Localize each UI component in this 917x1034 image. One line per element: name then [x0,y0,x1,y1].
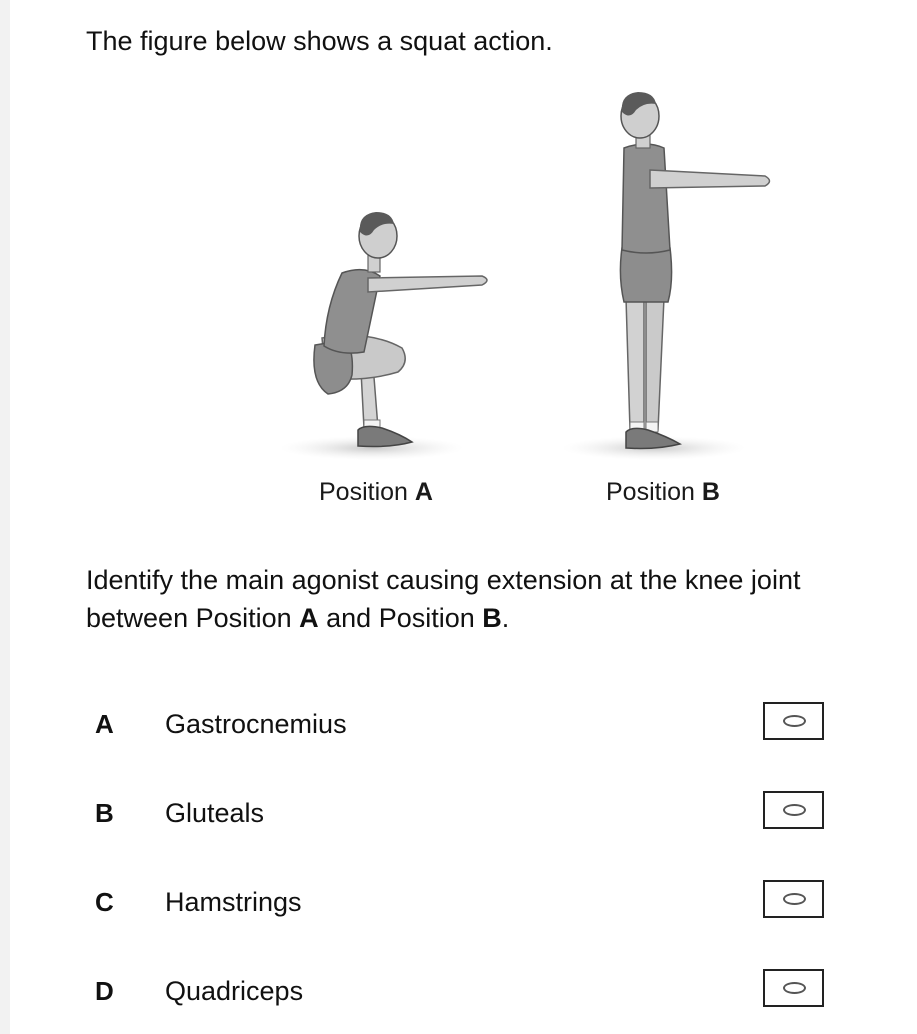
question-part1: Identify the main agonist causing extension at the knee joint between Position [86,565,801,633]
option-text: Quadriceps [165,976,304,1006]
oval-radio-icon [783,804,806,816]
question-part3: . [501,603,510,633]
option-letter: D [95,976,114,1006]
option-text: Gastrocnemius [165,709,347,739]
position-b-caption [606,477,720,507]
option-row-d [0,967,917,1017]
question-letter-a: A [299,603,319,633]
question-part2: and Position [318,603,483,633]
option-row-a [0,700,917,750]
answer-box-a[interactable] [763,702,824,740]
position-b-prefix: Position [606,478,702,506]
option-letter: A [95,709,114,739]
answer-box-c[interactable] [763,880,824,918]
option-letter: B [95,798,114,828]
oval-radio-icon [783,715,806,727]
answer-box-d[interactable] [763,969,824,1007]
position-a-caption [319,477,433,507]
intro-text: The figure below shows a squat action. [86,26,553,56]
answer-box-b[interactable] [763,791,824,829]
option-letter: C [95,887,114,917]
position-b-letter: B [701,478,720,506]
squat-illustration [260,90,780,520]
position-a-letter: A [414,478,433,506]
oval-radio-icon [783,982,806,994]
standing-person [562,92,770,460]
question-text [86,561,886,637]
option-text: Hamstrings [165,887,302,917]
option-text: Gluteals [165,798,265,828]
option-row-b [0,789,917,839]
squatting-person [280,212,487,460]
squat-figure [260,90,780,520]
position-a-prefix: Position [319,478,415,506]
oval-radio-icon [783,893,806,905]
option-row-c [0,878,917,928]
question-letter-b: B [482,603,502,633]
